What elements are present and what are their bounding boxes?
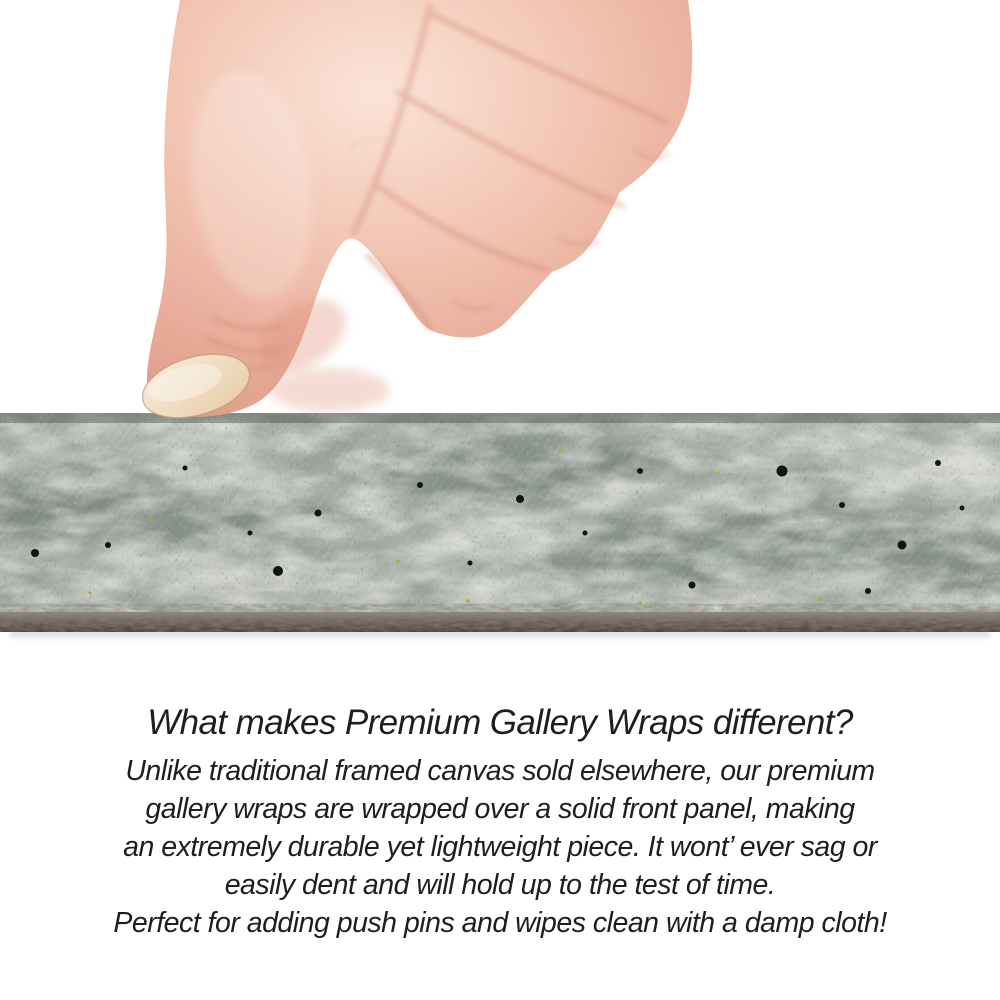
thumb-tip-redness	[270, 368, 390, 412]
hand-photo	[0, 0, 1000, 440]
info-line-4: easily dent and will hold up to the test of time.	[224, 869, 776, 901]
info-line-3: an extremely durable yet lightweight piece. It wont’ ever sag or	[123, 831, 877, 863]
info-line-5: Perfect for adding push pins and wipes clean with a damp cloth!	[113, 907, 887, 939]
info-block	[0, 701, 1000, 942]
info-line-1: Unlike traditional framed canvas sold elsewhere, our premium	[125, 755, 875, 787]
canvas-edge-strip	[0, 413, 1000, 632]
info-line-2: gallery wraps are wrapped over a solid front panel, making	[145, 793, 855, 825]
info-heading: What makes Premium Gallery Wraps different?	[147, 703, 853, 742]
canvas-texture	[0, 413, 1000, 632]
strip-drop-shadow	[10, 631, 990, 640]
